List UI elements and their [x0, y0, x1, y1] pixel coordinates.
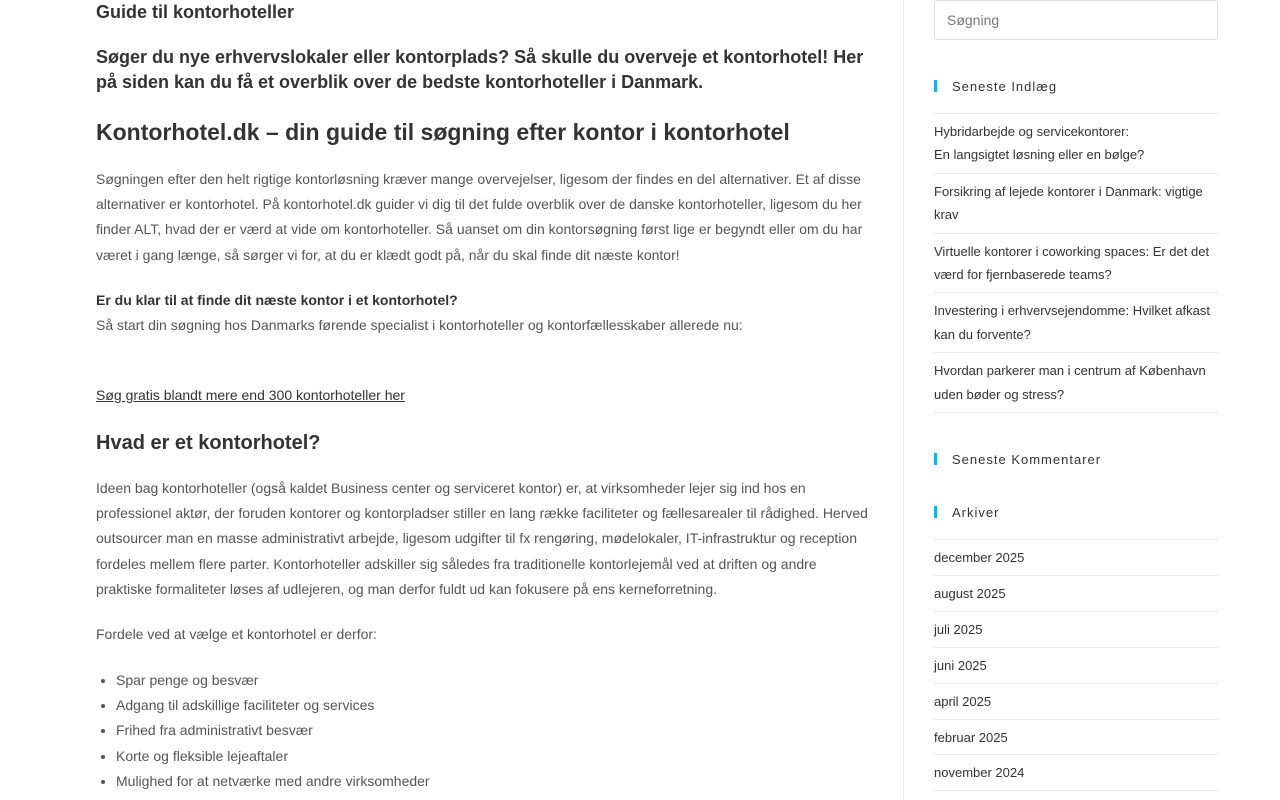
recent-post-link[interactable]: Investering i erhvervsejendomme: Hvilket afkast kan du forvente?: [934, 303, 1211, 342]
list-item: [934, 353, 1218, 413]
list-item: [934, 612, 1218, 648]
list-item: [934, 293, 1218, 353]
cta-link-paragraph: [96, 383, 872, 408]
heading-main: Kontorhotel.dk – din guide til søgning efter kontor i kontorhotel: [96, 119, 790, 145]
list-item: [934, 540, 1218, 576]
search-input[interactable]: [935, 1, 1217, 39]
cta-text: Så start din søgning hos Danmarks førende specialist i kontorhoteller og kontorfællesskaber allerede nu:: [96, 317, 743, 334]
archive-link[interactable]: december 2025: [934, 550, 1025, 565]
list-item: [934, 684, 1218, 720]
paragraph-intro: Søgningen efter den helt rigtige kontorløsning kræver mange overvejelser, ligesom der findes en del alternativer. Et af disse alternativer er kontorhotel. På kontorhotel.dk guider vi dig til det fulde overblik over de danske kontorhoteller, ligesom du her finder ALT, hvad der er værd at vide om kontorhoteller. Så uanset om din kontorsøgning først lige er begyndt eller om du har været i gang længe, så sørger vi for, at du er klædt godt på, når du skal finde dit næste kontor!: [96, 171, 863, 263]
list-item: • Spar penge og besvær: [116, 668, 430, 693]
archive-link[interactable]: august 2025: [934, 585, 1006, 601]
recent-posts-list: [934, 113, 1218, 413]
list-item: • Korte og fleksible lejeaftaler: [116, 744, 430, 769]
benefits-list: [96, 668, 430, 794]
list-item: [934, 648, 1218, 684]
recent-post-link[interactable]: Hybridarbejde og servicekontorer: En langsigtet løsning eller en bølge?: [934, 124, 1145, 163]
sidebar-divider: [903, 0, 904, 800]
search-form: [934, 0, 1218, 40]
paragraph-what-is: Ideen bag kontorhoteller (også kaldet Business center og serviceret kontor) er, at virksomheder lejer sig ind hos en professionel aktør, der foruden kontorer og kontorpladser stiller en lang række faciliteter og fællesarealer til rådighed. Herved outsourcer man en masse administrativt arbejde, ligesom udgifter til fx rengøring, mødelokaler, IT-infrastruktur og reception fordeles mellem flere parter. Kontorhoteller adskiller sig således fra traditionelle kontorlejemål ved at driften og andre praktiske formaliteter løses af udlejeren, og man derfor fuldt ud kan fokusere på ens kerneforretning.: [96, 480, 868, 597]
list-item: [934, 755, 1218, 791]
archive-link[interactable]: juli 2025: [934, 621, 983, 637]
list-item: [934, 720, 1218, 756]
page-title: Guide til kontorhoteller: [96, 2, 295, 22]
archive-link[interactable]: april 2025: [934, 693, 992, 709]
archive-link[interactable]: november 2024: [934, 765, 1025, 781]
archives-title: [934, 505, 999, 521]
list-item: • Adgang til adskillige faciliteter og services: [116, 693, 430, 718]
benefits-intro: Fordele ved at vælge et kontorhotel er derfor:: [96, 626, 377, 642]
widget-title-text: Seneste Kommentarer: [952, 452, 1102, 467]
list-item: [934, 576, 1218, 612]
archive-link[interactable]: februar 2025: [934, 729, 1008, 745]
widget-title-text: Arkiver: [952, 505, 1000, 520]
recent-comments-title: [934, 452, 1101, 468]
widget-accent-bar: [934, 453, 937, 465]
list-item: • Frihed fra administrativt besvær: [116, 718, 430, 743]
widget-accent-bar: [934, 80, 937, 92]
recent-post-link[interactable]: Hvordan parkerer man i centrum af København uden bøder og stress?: [934, 363, 1206, 402]
cta-question: Er du klar til at finde dit næste kontor i et kontorhotel?: [96, 292, 458, 308]
list-item: [934, 174, 1218, 234]
recent-post-link[interactable]: Forsikring af lejede kontorer i Danmark: vigtige krav: [934, 183, 1203, 223]
search-offices-link[interactable]: Søg gratis blandt mere end 300 kontorhoteller her: [96, 387, 405, 403]
recent-posts-title: [934, 79, 1057, 95]
list-item: [934, 234, 1218, 294]
intro-text: Søger du nye erhvervslokaler eller kontorplads? Så skulle du overveje et kontorhotel! Her på siden kan du få et overblik over de bedste kontorhoteller i Danmark.: [96, 47, 864, 92]
archive-link[interactable]: juni 2025: [934, 657, 987, 673]
recent-post-link[interactable]: Virtuelle kontorer i coworking spaces: Er det det værd for fjernbaserede teams?: [934, 243, 1210, 283]
widget-accent-bar: [934, 506, 937, 518]
heading-what-is: Hvad er et kontorhotel?: [96, 432, 321, 454]
cta-block: [96, 288, 872, 338]
list-item: • Mulighed for at netværke med andre virksomheder: [116, 769, 430, 794]
archives-list: [934, 539, 1218, 791]
list-item: [934, 114, 1218, 174]
widget-title-text: Seneste Indlæg: [952, 79, 1058, 94]
